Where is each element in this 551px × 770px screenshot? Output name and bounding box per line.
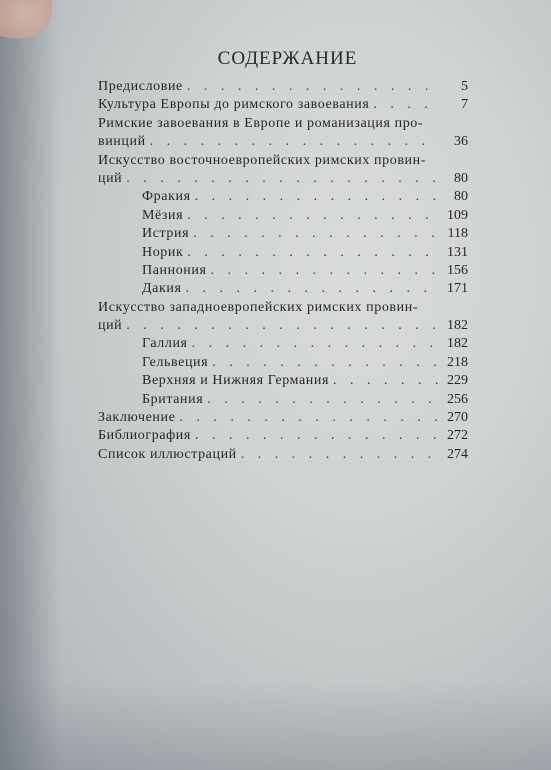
toc-entry-text: Заключение bbox=[98, 410, 176, 426]
toc-entry-text: винций bbox=[98, 134, 146, 150]
dot-leader bbox=[150, 133, 438, 151]
toc-page-number: 118 bbox=[447, 226, 468, 242]
toc-subentry-dacia bbox=[98, 280, 468, 298]
dot-leader bbox=[126, 170, 438, 188]
dot-leader bbox=[195, 188, 438, 206]
toc-entry-preface bbox=[98, 78, 468, 96]
toc-page-number: 270 bbox=[447, 410, 468, 426]
toc-page-number: 7 bbox=[461, 97, 468, 113]
toc-subentry-noricum bbox=[98, 244, 468, 262]
toc-entry-text: Культура Европы до римского завоевания bbox=[98, 97, 370, 113]
toc-subentry-britannia bbox=[98, 391, 468, 409]
toc-entry-eastern-art bbox=[98, 170, 468, 188]
toc-entry-culture bbox=[98, 96, 468, 114]
toc-page-number: 131 bbox=[447, 244, 468, 260]
toc-subentry-moesia bbox=[98, 207, 468, 225]
dot-leader bbox=[187, 244, 438, 262]
toc-entry-text: Норик bbox=[142, 244, 184, 260]
toc-entry-text: Мёзия bbox=[142, 207, 184, 223]
toc-page-number: 182 bbox=[447, 318, 468, 334]
toc-page-number: 5 bbox=[461, 79, 468, 94]
dot-leader bbox=[373, 96, 438, 114]
toc-page-number: 256 bbox=[447, 391, 468, 407]
toc-page-number: 171 bbox=[447, 281, 468, 297]
dot-leader bbox=[179, 409, 438, 427]
toc-page-number: 80 bbox=[454, 170, 468, 186]
toc-entry-text: Дакия bbox=[142, 281, 182, 297]
toc-entry-text: ций bbox=[98, 318, 123, 334]
dot-leader bbox=[187, 78, 438, 96]
toc-page-number: 272 bbox=[447, 428, 468, 444]
toc-subentry-gaul bbox=[98, 335, 468, 353]
dot-leader bbox=[241, 446, 438, 464]
toc-page-number: 229 bbox=[447, 373, 468, 389]
toc-entry-text: Библиография bbox=[98, 428, 191, 444]
toc-entry-text: Верхняя и Нижняя Германия bbox=[142, 373, 329, 389]
toc-page-number: 218 bbox=[447, 354, 468, 370]
toc-entry-bibliography bbox=[98, 427, 468, 445]
toc-entry-text: Предисловие bbox=[98, 79, 183, 94]
toc-page-number: 156 bbox=[447, 262, 468, 278]
toc-entry-text: Паннония bbox=[142, 262, 207, 278]
toc-entry-text: Истрия bbox=[142, 226, 190, 242]
toc-entry-text: Фракия bbox=[142, 189, 191, 205]
dot-leader bbox=[126, 317, 438, 335]
toc-page-number: 274 bbox=[447, 446, 468, 462]
page-shadow-left bbox=[0, 0, 60, 770]
toc-subentry-germania bbox=[98, 372, 468, 390]
toc-entry-text: Гельвеция bbox=[142, 354, 209, 370]
toc-entry-text: Галлия bbox=[142, 336, 188, 352]
toc-page-number: 80 bbox=[454, 189, 468, 205]
toc-entry-text-line1: Искусство западноевропейских римских провин- bbox=[98, 299, 419, 315]
dot-leader bbox=[207, 391, 438, 409]
toc-entry-western-art bbox=[98, 317, 468, 335]
toc-entry-conclusion bbox=[98, 409, 468, 427]
dot-leader bbox=[186, 280, 439, 298]
dot-leader bbox=[211, 262, 438, 280]
dot-leader bbox=[212, 354, 438, 372]
toc-subentry-istria bbox=[98, 225, 468, 243]
toc-entry-conquests bbox=[98, 133, 468, 151]
dot-leader bbox=[192, 335, 438, 353]
toc-subentry-pannonia bbox=[98, 262, 468, 280]
toc-entry-text: Британия bbox=[142, 391, 204, 407]
toc-page-number: 36 bbox=[454, 134, 468, 150]
dot-leader bbox=[187, 207, 438, 225]
toc-entry-text-line1: Римские завоевания в Европе и романизация про- bbox=[98, 115, 424, 131]
toc-entry-text-line1: Искусство восточноевропейских римских провин- bbox=[98, 152, 426, 168]
dot-leader bbox=[333, 372, 438, 390]
toc-entry-illustrations bbox=[98, 446, 468, 464]
dot-leader bbox=[195, 427, 438, 445]
table-of-contents bbox=[98, 78, 468, 464]
toc-entry-text: ций bbox=[98, 170, 123, 186]
page-title: СОДЕРЖАНИЕ bbox=[217, 48, 358, 69]
toc-entry-text: Список иллюстраций bbox=[98, 446, 237, 462]
page-shadow-bottom bbox=[0, 680, 551, 770]
toc-page-number: 109 bbox=[447, 207, 468, 223]
toc-page-number: 182 bbox=[447, 336, 468, 352]
toc-subentry-helvetia bbox=[98, 354, 468, 372]
toc-subentry-thrace bbox=[98, 188, 468, 206]
dot-leader bbox=[193, 225, 438, 243]
